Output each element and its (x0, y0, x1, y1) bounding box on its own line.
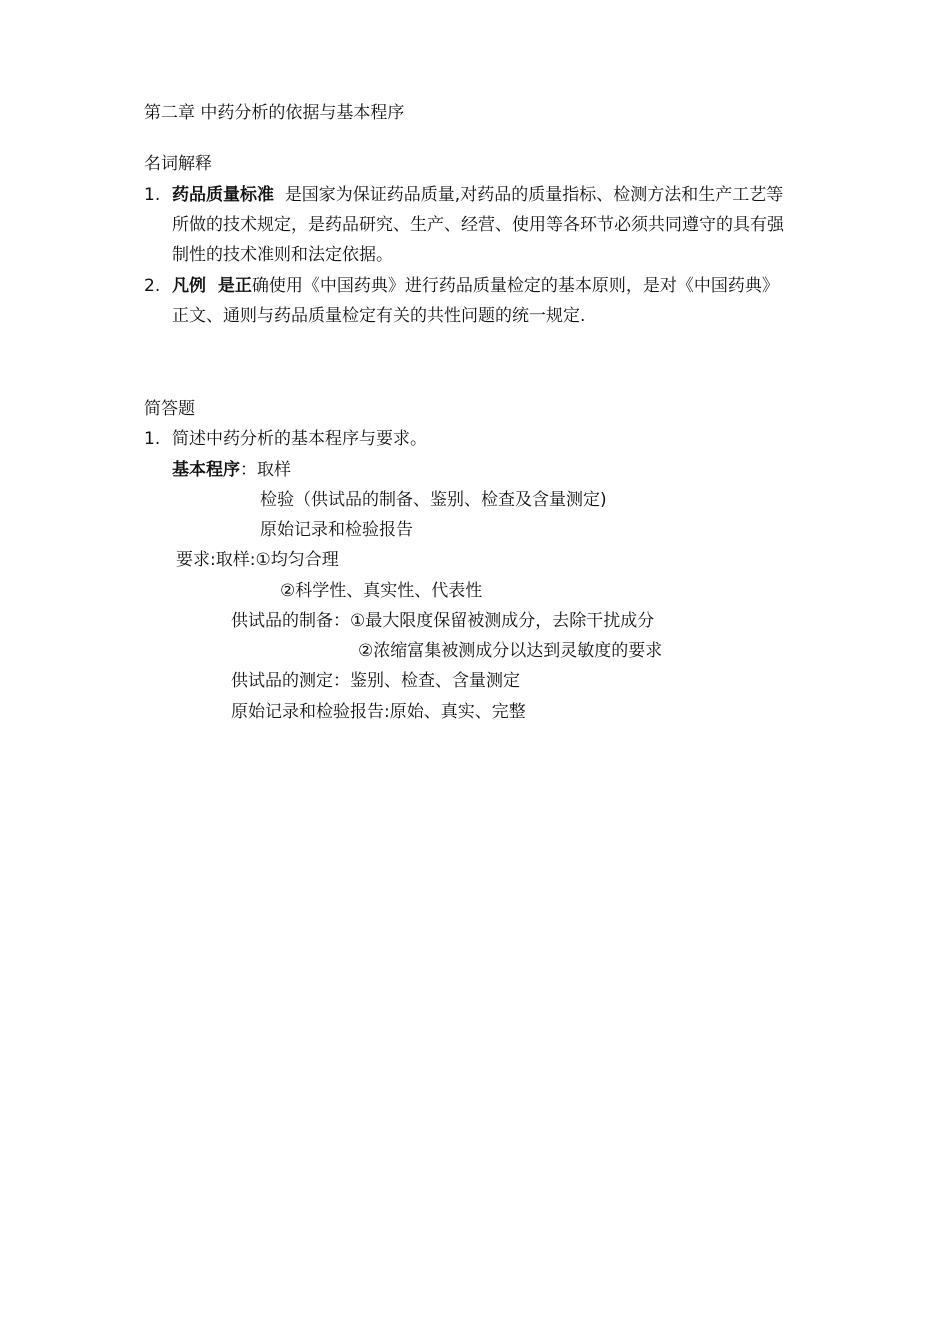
chapter-title: 第二章 中药分析的依据与基本程序 (144, 103, 405, 123)
term-item-1-def-line1: 是国家为保证药品质量,对药品的质量指标、检测方法和生产工艺等 (284, 185, 784, 205)
question-1-number: 1. (144, 429, 161, 449)
requirement-testing: 供试品的测定：鉴别、检查、含量测定 (231, 671, 520, 691)
term-item-1-def-line3: 制性的技术准则和法定依据。 (172, 245, 393, 265)
question-1-text: 简述中药分析的基本程序与要求。 (172, 429, 427, 449)
term-item-2-def-line1: 确使用《中国药典》进行药品质量检定的基本原则，是对《中国药典》 (251, 276, 779, 296)
terms-heading: 名词解释 (144, 154, 212, 174)
requirement-record: 原始记录和检验报告:原始、真实、完整 (231, 702, 526, 722)
term-item-2-term: 凡例 是正 (172, 276, 252, 296)
term-item-1-line1 (144, 184, 783, 206)
requirement-sampling-1: 要求:取样:①均匀合理 (176, 550, 339, 570)
question-1 (144, 428, 427, 450)
term-item-2-line1 (144, 275, 779, 297)
short-answer-heading: 简答题 (144, 399, 195, 419)
requirement-preparation-2: ②浓缩富集被测成分以达到灵敏度的要求 (358, 641, 663, 661)
procedure-step-3: 原始记录和检验报告 (260, 520, 413, 540)
procedure-step-2: 检验（供试品的制备、鉴别、检查及含量测定) (260, 490, 607, 510)
requirement-preparation-1: 供试品的制备：①最大限度保留被测成分，去除干扰成分 (231, 611, 655, 631)
procedure-label: 基本程序 (172, 460, 240, 480)
term-item-1-def-line2: 所做的技术规定，是药品研究、生产、经营、使用等各环节必须共同遵守的具有强 (172, 215, 784, 235)
procedure-step-1: ：取样 (240, 460, 291, 480)
requirement-sampling-2: ②科学性、真实性、代表性 (280, 581, 483, 601)
term-item-2-def-line2: 正文、通则与药品质量检定有关的共性问题的统一规定. (172, 306, 586, 326)
term-item-2-number: 2. (144, 276, 161, 296)
term-item-1-number: 1. (144, 185, 161, 205)
term-item-1-term: 药品质量标准 (172, 185, 274, 205)
procedure-line-1 (172, 459, 291, 481)
